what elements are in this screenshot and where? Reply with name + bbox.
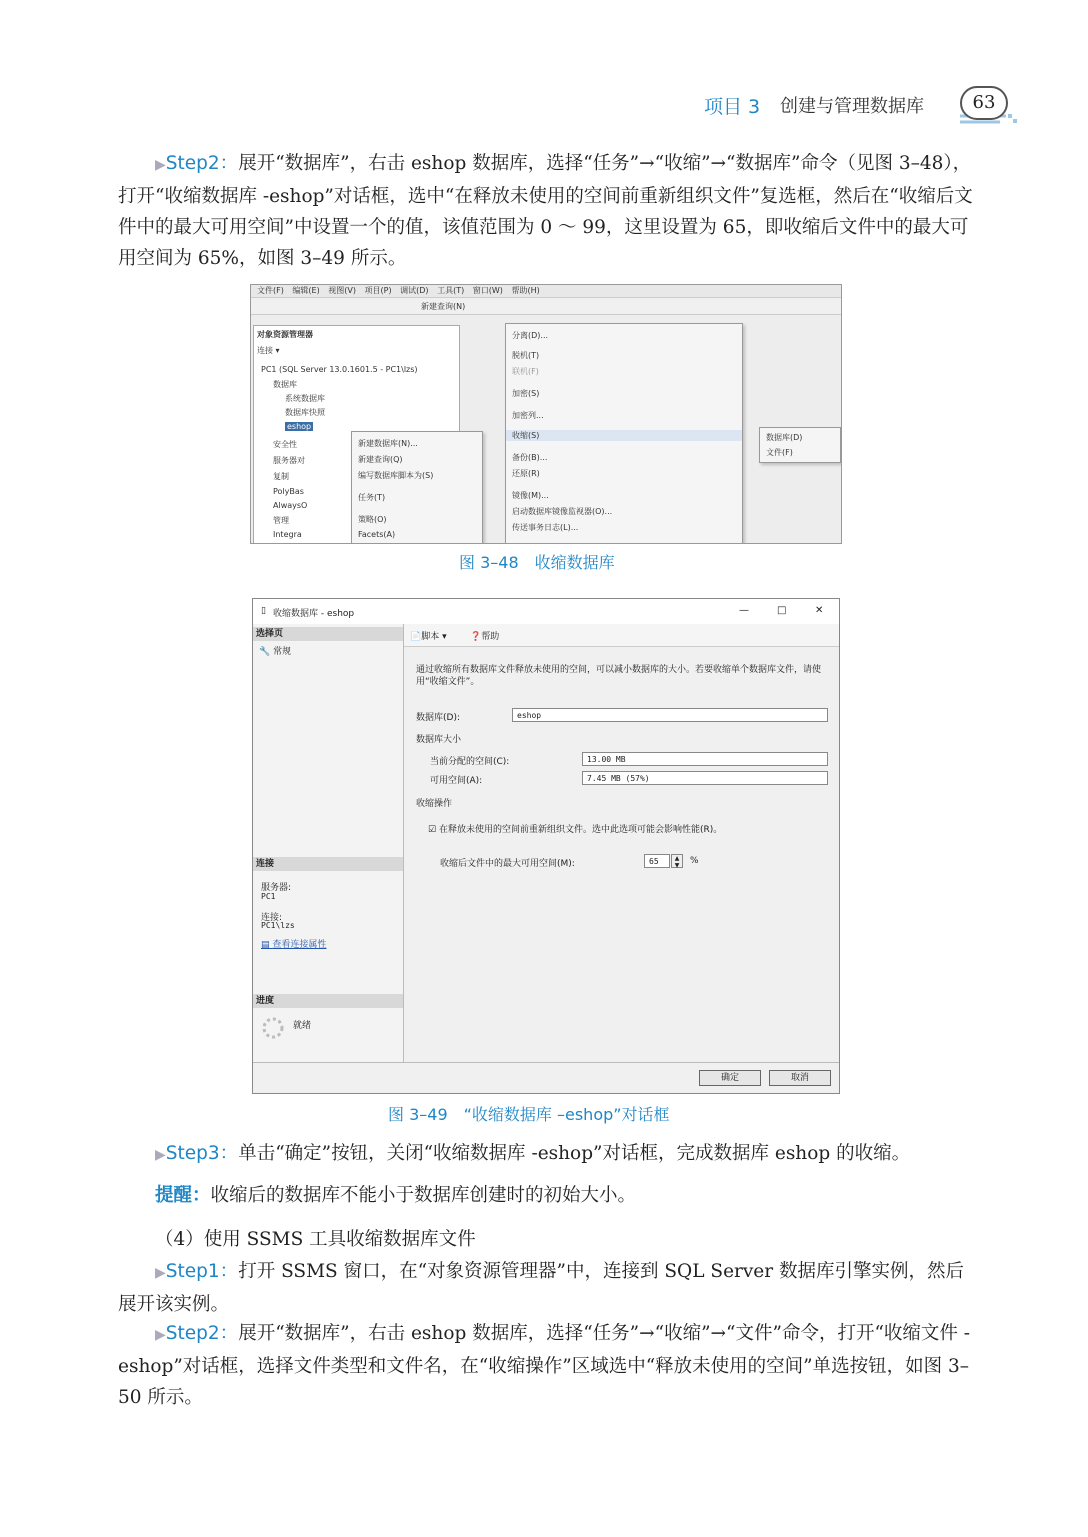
screenshot-shrink-menu bbox=[250, 284, 842, 544]
menu-restore[interactable]: 还原(R) bbox=[512, 469, 540, 478]
database-field[interactable]: eshop bbox=[512, 708, 828, 722]
menu-script-db[interactable]: 编写数据库脚本为(S) bbox=[358, 471, 434, 480]
step-marker-icon: ▶ bbox=[155, 1327, 166, 1343]
tree-eshop[interactable]: eshop bbox=[287, 422, 312, 431]
menu-mirror-monitor[interactable]: 启动数据库镜像监视器(O)... bbox=[512, 507, 613, 516]
checkbox-checked-icon: ☑ bbox=[428, 825, 437, 835]
page-number: 63 bbox=[960, 86, 1008, 120]
dialog-description: 通过收缩所有数据库文件释放未使用的空间，可以减小数据库的大小。若要收缩单个数据库文件，请使用“收缩文件”。 bbox=[416, 665, 822, 687]
maximize-button[interactable]: □ bbox=[777, 605, 787, 616]
cancel-button[interactable]: 取消 bbox=[769, 1070, 831, 1086]
menu-bar bbox=[251, 285, 841, 298]
menu-help[interactable]: 帮助(H) bbox=[511, 286, 540, 295]
spinner-icon bbox=[261, 1016, 285, 1040]
subsection-heading: （4）使用 SSMS 工具收缩数据库文件 bbox=[155, 1229, 476, 1250]
minimize-button[interactable]: — bbox=[739, 605, 749, 616]
figure-caption: 图 3–48 收缩数据库 bbox=[459, 553, 615, 572]
step-label: Step3： bbox=[165, 1143, 239, 1164]
shrink-submenu bbox=[759, 427, 841, 463]
tasks-submenu bbox=[505, 323, 743, 544]
tip-text: 收缩后的数据库不能小于数据库创建时的初始大小。 bbox=[210, 1185, 637, 1206]
title-bar bbox=[253, 599, 839, 625]
script-label: 脚本 bbox=[421, 632, 440, 642]
shrink-database-dialog bbox=[252, 598, 840, 1094]
properties-icon: ▤ bbox=[261, 940, 270, 950]
tip-label: 提醒： bbox=[155, 1185, 211, 1206]
menu-policies[interactable]: 策略(O) bbox=[358, 515, 387, 524]
toolbar bbox=[251, 298, 841, 315]
view-connection-properties-link[interactable] bbox=[261, 937, 326, 950]
server-label: 服务器: bbox=[261, 883, 292, 893]
menu-log-shipping[interactable]: 传送事务日志(L)... bbox=[512, 523, 579, 532]
paragraph-step2 bbox=[118, 148, 980, 274]
free-space-label: 可用空间(A): bbox=[430, 776, 483, 786]
menu-online[interactable]: 联机(F) bbox=[512, 367, 539, 376]
step-label: Step2： bbox=[165, 153, 239, 174]
database-size-label: 数据库大小 bbox=[416, 735, 462, 745]
help-icon: ❓ bbox=[470, 632, 482, 642]
script-icon: 📄 bbox=[410, 632, 422, 642]
paragraph-step3 bbox=[118, 1138, 980, 1171]
tree-management[interactable]: 管理 bbox=[273, 516, 289, 525]
page-general-label: 常规 bbox=[273, 647, 292, 657]
tree-integration[interactable]: Integra bbox=[273, 530, 302, 539]
script-button[interactable]: 📄脚本 ▾ bbox=[410, 632, 447, 642]
dialog-footer bbox=[253, 1062, 839, 1094]
menu-shrink-files[interactable]: 文件(F) bbox=[766, 448, 793, 457]
paragraph-text: 展开“数据库”，右击 eshop 数据库，选择“任务”→“收缩”→“数据库”命令（见图 3–48），打开“收缩数据库 -eshop”对话框，选中“在释放未使用的空间前重新组织文件”复选框，然后在“收缩后文件中的最大可用空间”中设置一个的值，该值范围为 0 ～ 99，这里设置为 65，即收缩后文件中的最大可用空间为 65%，如图 3–49 所示。 bbox=[118, 153, 973, 269]
help-label: 帮助 bbox=[481, 632, 500, 642]
menu-window[interactable]: 窗口(W) bbox=[472, 286, 503, 295]
connection-header: 连接 bbox=[253, 857, 403, 871]
section-label: 项目 3 bbox=[704, 96, 761, 118]
max-free-space-label: 收缩后文件中的最大可用空间(M): bbox=[440, 859, 575, 869]
allocated-space-field[interactable]: 13.00 MB bbox=[582, 752, 828, 766]
shrink-action-label: 收缩操作 bbox=[416, 799, 453, 809]
context-menu bbox=[351, 431, 483, 544]
reorganize-checkbox[interactable] bbox=[428, 822, 722, 835]
spinner-buttons[interactable]: ▲ ▼ bbox=[671, 854, 683, 868]
tree-system-db[interactable]: 系统数据库 bbox=[285, 394, 325, 403]
view-props-label: 查看连接属性 bbox=[272, 940, 327, 950]
menu-tasks[interactable]: 任务(T) bbox=[358, 493, 386, 502]
menu-encrypt-columns[interactable]: 加密列... bbox=[512, 411, 544, 420]
menu-shrink[interactable]: 收缩(S) bbox=[506, 430, 742, 441]
percent-sign: % bbox=[690, 856, 699, 866]
left-panel bbox=[253, 624, 404, 1062]
figure-caption: 图 3–49 “收缩数据库 –eshop”对话框 bbox=[388, 1105, 670, 1124]
status-ready: 就绪 bbox=[293, 1021, 312, 1031]
wrench-icon: 🔧 bbox=[259, 647, 271, 657]
conn-value: PC1\lzs bbox=[261, 921, 295, 930]
paragraph-step2-files bbox=[118, 1318, 980, 1413]
step-marker-icon: ▶ bbox=[155, 1265, 166, 1281]
menu-new-database[interactable]: 新建数据库(N)... bbox=[358, 439, 418, 448]
tree-server[interactable]: PC1 (SQL Server 13.0.1601.5 - PC1\lzs) bbox=[261, 365, 418, 374]
help-button[interactable] bbox=[470, 629, 499, 642]
tip bbox=[118, 1180, 980, 1211]
menu-view[interactable]: 视图(V) bbox=[328, 286, 356, 295]
page-general[interactable] bbox=[259, 644, 291, 657]
menu-project[interactable]: 项目(P) bbox=[364, 286, 392, 295]
step-marker-icon: ▶ bbox=[155, 1147, 166, 1163]
select-page-header: 选择页 bbox=[253, 627, 403, 641]
max-free-space-input[interactable]: 65 bbox=[644, 854, 670, 868]
tree-db-snapshots[interactable]: 数据库快照 bbox=[285, 408, 325, 417]
paragraph-text: 打开 SSMS 窗口，在“对象资源管理器”中，连接到 SQL Server 数据库引擎实例，然后展开该实例。 bbox=[118, 1261, 964, 1315]
allocated-space-label: 当前分配的空间(C): bbox=[430, 757, 510, 767]
step-marker-icon: ▶ bbox=[155, 157, 166, 173]
menu-shrink-database[interactable]: 数据库(D) bbox=[766, 433, 803, 442]
menu-file[interactable]: 文件(F) bbox=[257, 286, 284, 295]
tree-replication[interactable]: 复制 bbox=[273, 472, 289, 481]
paragraph-step1 bbox=[118, 1256, 980, 1320]
tree-alwayson[interactable]: AlwaysO bbox=[273, 501, 308, 510]
reorganize-checkbox-label: 在释放未使用的空间前重新组织文件。选中此选项可能会影响性能(R)。 bbox=[438, 825, 723, 835]
close-button[interactable]: ✕ bbox=[815, 605, 824, 616]
new-query-button[interactable]: 新建查询(N) bbox=[421, 302, 466, 311]
paragraph-text: 单击“确定”按钮，关闭“收缩数据库 -eshop”对话框，完成数据库 eshop 的收缩。 bbox=[238, 1143, 911, 1164]
menu-tools[interactable]: 工具(T) bbox=[437, 286, 465, 295]
object-explorer-title: 对象资源管理器 bbox=[257, 330, 313, 339]
tree-security[interactable]: 安全性 bbox=[273, 440, 297, 449]
menu-encrypt[interactable]: 加密(S) bbox=[512, 389, 540, 398]
conn-label: 连接: bbox=[261, 913, 283, 923]
menu-edit[interactable]: 编辑(E) bbox=[292, 286, 320, 295]
step-label: Step2： bbox=[165, 1323, 239, 1344]
progress-header: 进度 bbox=[253, 994, 403, 1008]
dialog-toolbar bbox=[404, 624, 839, 647]
server-value: PC1 bbox=[261, 892, 276, 901]
menu-backup[interactable]: 备份(B)... bbox=[512, 453, 548, 462]
menu-detach[interactable]: 分离(D)... bbox=[512, 331, 549, 340]
free-space-field[interactable]: 7.45 MB (57%) bbox=[582, 771, 828, 785]
tree-server-objects[interactable]: 服务器对 bbox=[273, 456, 305, 465]
menu-mirror[interactable]: 镜像(M)... bbox=[512, 491, 549, 500]
ok-button[interactable]: 确定 bbox=[699, 1070, 761, 1086]
step-label: Step1： bbox=[165, 1261, 239, 1282]
menu-facets[interactable]: Facets(A) bbox=[358, 530, 396, 539]
menu-offline[interactable]: 脱机(T) bbox=[512, 351, 540, 360]
menu-new-query[interactable]: 新建查询(Q) bbox=[358, 455, 403, 464]
tree-polybase[interactable]: PolyBas bbox=[273, 487, 304, 496]
chapter-title: 创建与管理数据库 bbox=[780, 96, 924, 117]
menu-debug[interactable]: 调试(D) bbox=[400, 286, 429, 295]
connect-button[interactable]: 连接 ▾ bbox=[257, 346, 280, 355]
database-label: 数据库(D): bbox=[416, 713, 460, 723]
window-title: 收缩数据库 - eshop bbox=[273, 609, 355, 619]
paragraph-text: 展开“数据库”，右击 eshop 数据库，选择“任务”→“收缩”→“文件”命令，打开“收缩文件 -eshop”对话框，选择文件类型和文件名，在“收缩操作”区域选中“释放未使用的空间”单选按钮，如图 3–50 所示。 bbox=[118, 1323, 971, 1408]
database-icon: ▯ bbox=[261, 606, 266, 616]
main-panel bbox=[404, 624, 839, 1062]
tree-databases[interactable]: 数据库 bbox=[273, 380, 297, 389]
